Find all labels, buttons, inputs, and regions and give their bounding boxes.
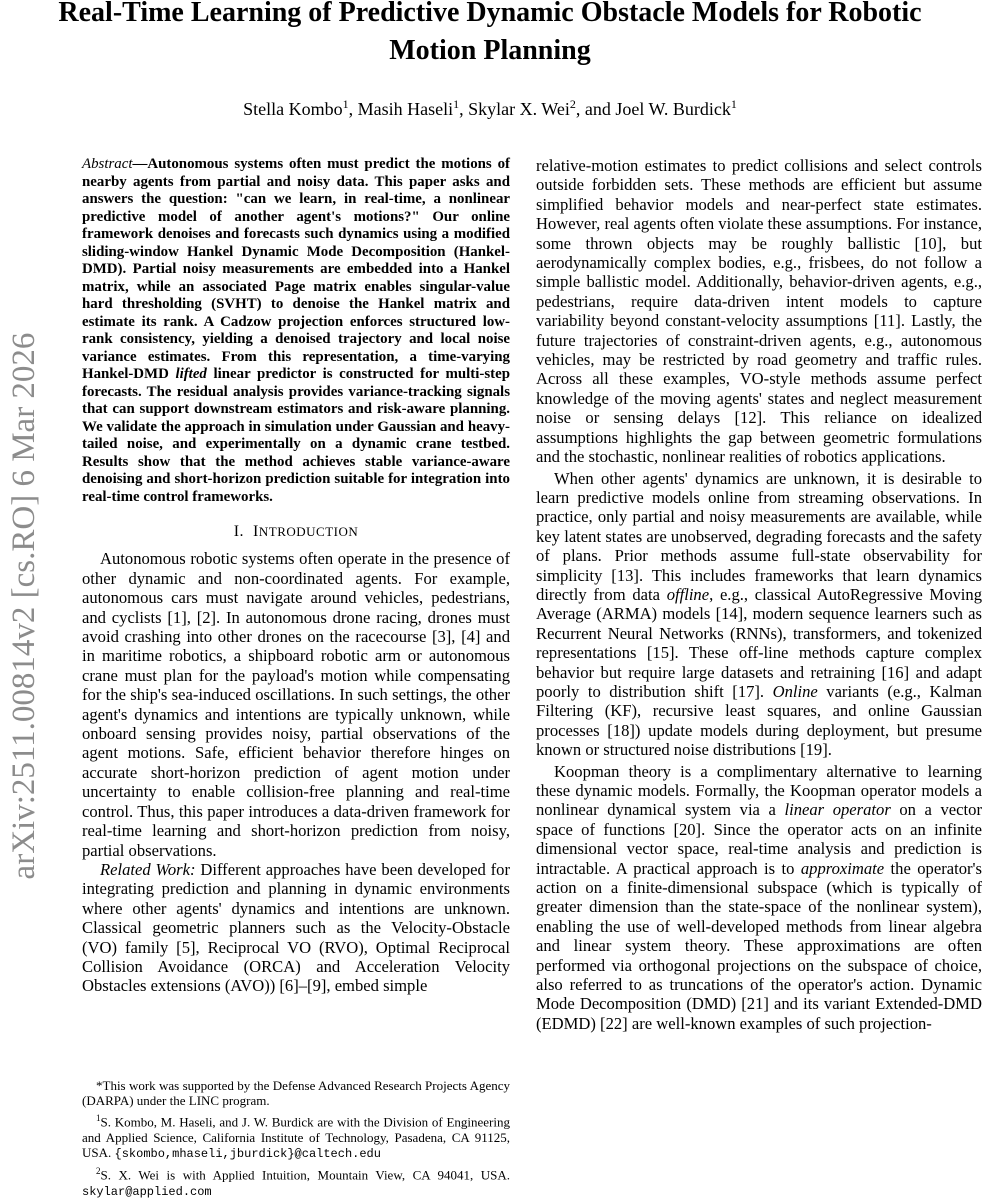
related-work-paragraph: Related Work: Different approaches have been developed for integrating prediction and planning in dynamic environments where other agents' dynamics and intentions are unknown. Classical geometric planners such as the Velocity-Obstacle (VO) family [5], Reciprocal VO (RVO), Optimal Reciprocal Collision Avoidance (ORCA) and Acceleration Velocity Obstacles extensions (AVO)) [6]–[9], embed simple (82, 859, 511, 996)
affiliation-footnote: $^1$S. Kombo, M. Haseli, and J. W. Burdick are with the Division of Engineering and Applied Science, California Institute of Technology, Pasadena, CA 91125, USA. {skombo,mhaseli,jburdick}@caltech.edu (82, 1112, 510, 1161)
author-separator: , (348, 99, 358, 119)
body-paragraph: Koopman theory is a complimentary alternative to learning these dynamic models. Formally, the Koopman operator models a nonlinear dynamical system via a linear operator on a vector space of functions [20]. Since the operator acts on an infinite dimensional vector space, real-time analysis and prediction is intractable. A practical approach is to approximate the operator's action on a finite-dimensional subspace (which is typically of greater dimension than the state-space of the nonlinear system), enabling the use of well-developed methods from linear algebra and linear system theory. These approximations are often performed via orthogonal projections on the subspace of choice, also referred to as truncations of the operator's action. Dynamic Mode Decomposition (DMD) [21] and its variant Extended-DMD (EDMD) [22] are well-known examples of such projection- (536, 761, 982, 1033)
email-address: skylar@applied.com (82, 1185, 212, 1200)
author-affiliation: 1 (730, 97, 737, 111)
paper-title: Real-Time Learning of Predictive Dynamic Obstacle Models for Robotic Motion Planning (58, 0, 922, 66)
author-name: Joel W. Burdick (615, 99, 731, 119)
left-column (82, 156, 510, 996)
abstract (82, 156, 510, 506)
author-name: Stella Kombo (243, 99, 343, 119)
funding-footnote: *This work was supported by the Defense Advanced Research Projects Agency (DARPA) under the LINC program. (82, 1078, 510, 1109)
author-name: Skylar X. Wei (468, 99, 570, 119)
footnotes (82, 1078, 510, 1200)
author-affiliation: 1 (342, 97, 349, 111)
author-separator: , (459, 99, 469, 119)
affiliation-footnote: $^2$S. X. Wei is with Applied Intuition, Mountain View, CA 94041, USA. skylar@applied.com (82, 1166, 510, 1200)
body-paragraph: When other agents' dynamics are unknown, it is desirable to learn predictive models online from streaming observations. In practice, only partial and noisy measurements are available, while key latent states are unobserved, degrading forecasts and the safety of plans. Prior methods assume full-state observability for simplicity [13]. This includes frameworks that learn dynamics directly from data offline, e.g., classical AutoRegressive Moving Average (ARMA) models [14], modern sequence learners such as Recurrent Neural Networks (RNNs), transformers, and tokenized representations [15]. These off-line methods capture complex behavior but require large datasets and retraining [16] and adapt poorly to distribution shift [17]. Online variants (e.g., Kalman Filtering (KF), recursive least squares, and online Gaussian processes [18]) update models during deployment, but presume known or structured noise distributions [19]. (536, 468, 982, 760)
intro-paragraph: Autonomous robotic systems often operate in the presence of other dynamic and non-coordinated agents. For example, autonomous cars must navigate around vehicles, pedestrians, and cyclists [1], [2]. In autonomous drone racing, drones must avoid crashing into other drones on the racecourse [3], [4] and in maritime robotics, a shipboard robotic arm or autonomous crane must plan for the payload's motion while compensating for the ship's sea-induced oscillations. In such settings, the other agent's dynamics and intentions are typically unknown, while onboard sensing provides noisy, partial observations of the agent motions. Safe, efficient behavior therefore hinges on accurate short-horizon prediction of agent motion under uncertainty to enable collision-free planning and real-time control. Thus, this paper introduces a data-driven framework for real-time learning and short-horizon prediction from noisy, partial observations. (82, 549, 510, 860)
section-heading-introduction: I. INTRODUCTION (233, 523, 359, 540)
author-separator: , and (575, 99, 616, 119)
author-affiliation: 1 (453, 97, 460, 111)
right-column (536, 156, 982, 1033)
author-name: Masih Haseli (357, 99, 454, 119)
author-list (60, 92, 920, 121)
abstract-dash: — (132, 156, 148, 172)
body-paragraph: relative-motion estimates to predict collisions and select controls outside forbidden sets. These methods are efficient but assume simplified behavior models and near-perfect state estimates. However, real agents often violate these assumptions. For instance, some thrown objects may be roughly ballistic [10], but aerodynamically complex bodies, e.g., frisbees, do not follow a simple ballistic model. Additionally, behavior-driven agents, e.g., pedestrians, require data-driven intent models to capture variability beyond constant-velocity assumptions [11]. Lastly, the future trajectories of constraint-driven agents, e.g., autonomous vehicles, may be restricted by road geometry and traffic rules. Across all these examples, VO-style methods assume perfect knowledge of the moving agents' states and neglect measurement noise or sensing delays [12]. This reliance on idealized assumptions highlights the gap between geometric formulations and the stochastic, nonlinear realities of robotics applications. (536, 156, 982, 467)
abstract-label: Abstract (82, 156, 133, 172)
author-affiliation: 2 (569, 97, 576, 111)
abstract-text: Autonomous systems often must predict the motions of nearby agents from partial and noisy data. This paper asks and answers the question: "can we learn, in real-time, a nonlinear predictive model of another agent's motions?" Our online framework denoises and forecasts such dynamics using a modified sliding-window Hankel Dynamic Mode Decomposition (Hankel-DMD). Partial noisy measurements are embedded into a Hankel matrix, while an associated Page matrix enables singular-value hard thresholding (SVHT) to denoise the Hankel matrix and estimate its rank. A Cadzow projection enforces structured low-rank consistency, yielding a denoised trajectory and local noise variance estimates. From this representation, a time-varying Hankel-DMD (82, 156, 510, 382)
related-work-label: Related Work: (100, 859, 196, 879)
abstract-text: linear predictor is constructed for multi-step forecasts. The residual analysis provides variance-tracking signals that can support downstream estimators and risk-aware planning. We validate the approach in simulation under Gaussian and heavy-tailed noise, and experimentally on a dynamic crane testbed. Results show that the method achieves stable variance-aware denoising and short-horizon prediction suitable for integration into real-time control frameworks. (82, 366, 510, 505)
abstract-emphasis: lifted (175, 366, 207, 382)
arxiv-identifier-stamp: arXiv:2511.00814v2 [cs.RO] 6 Mar 2026 (6, 332, 42, 880)
email-address: {skombo,mhaseli,jburdick}@caltech.edu (114, 1146, 381, 1161)
